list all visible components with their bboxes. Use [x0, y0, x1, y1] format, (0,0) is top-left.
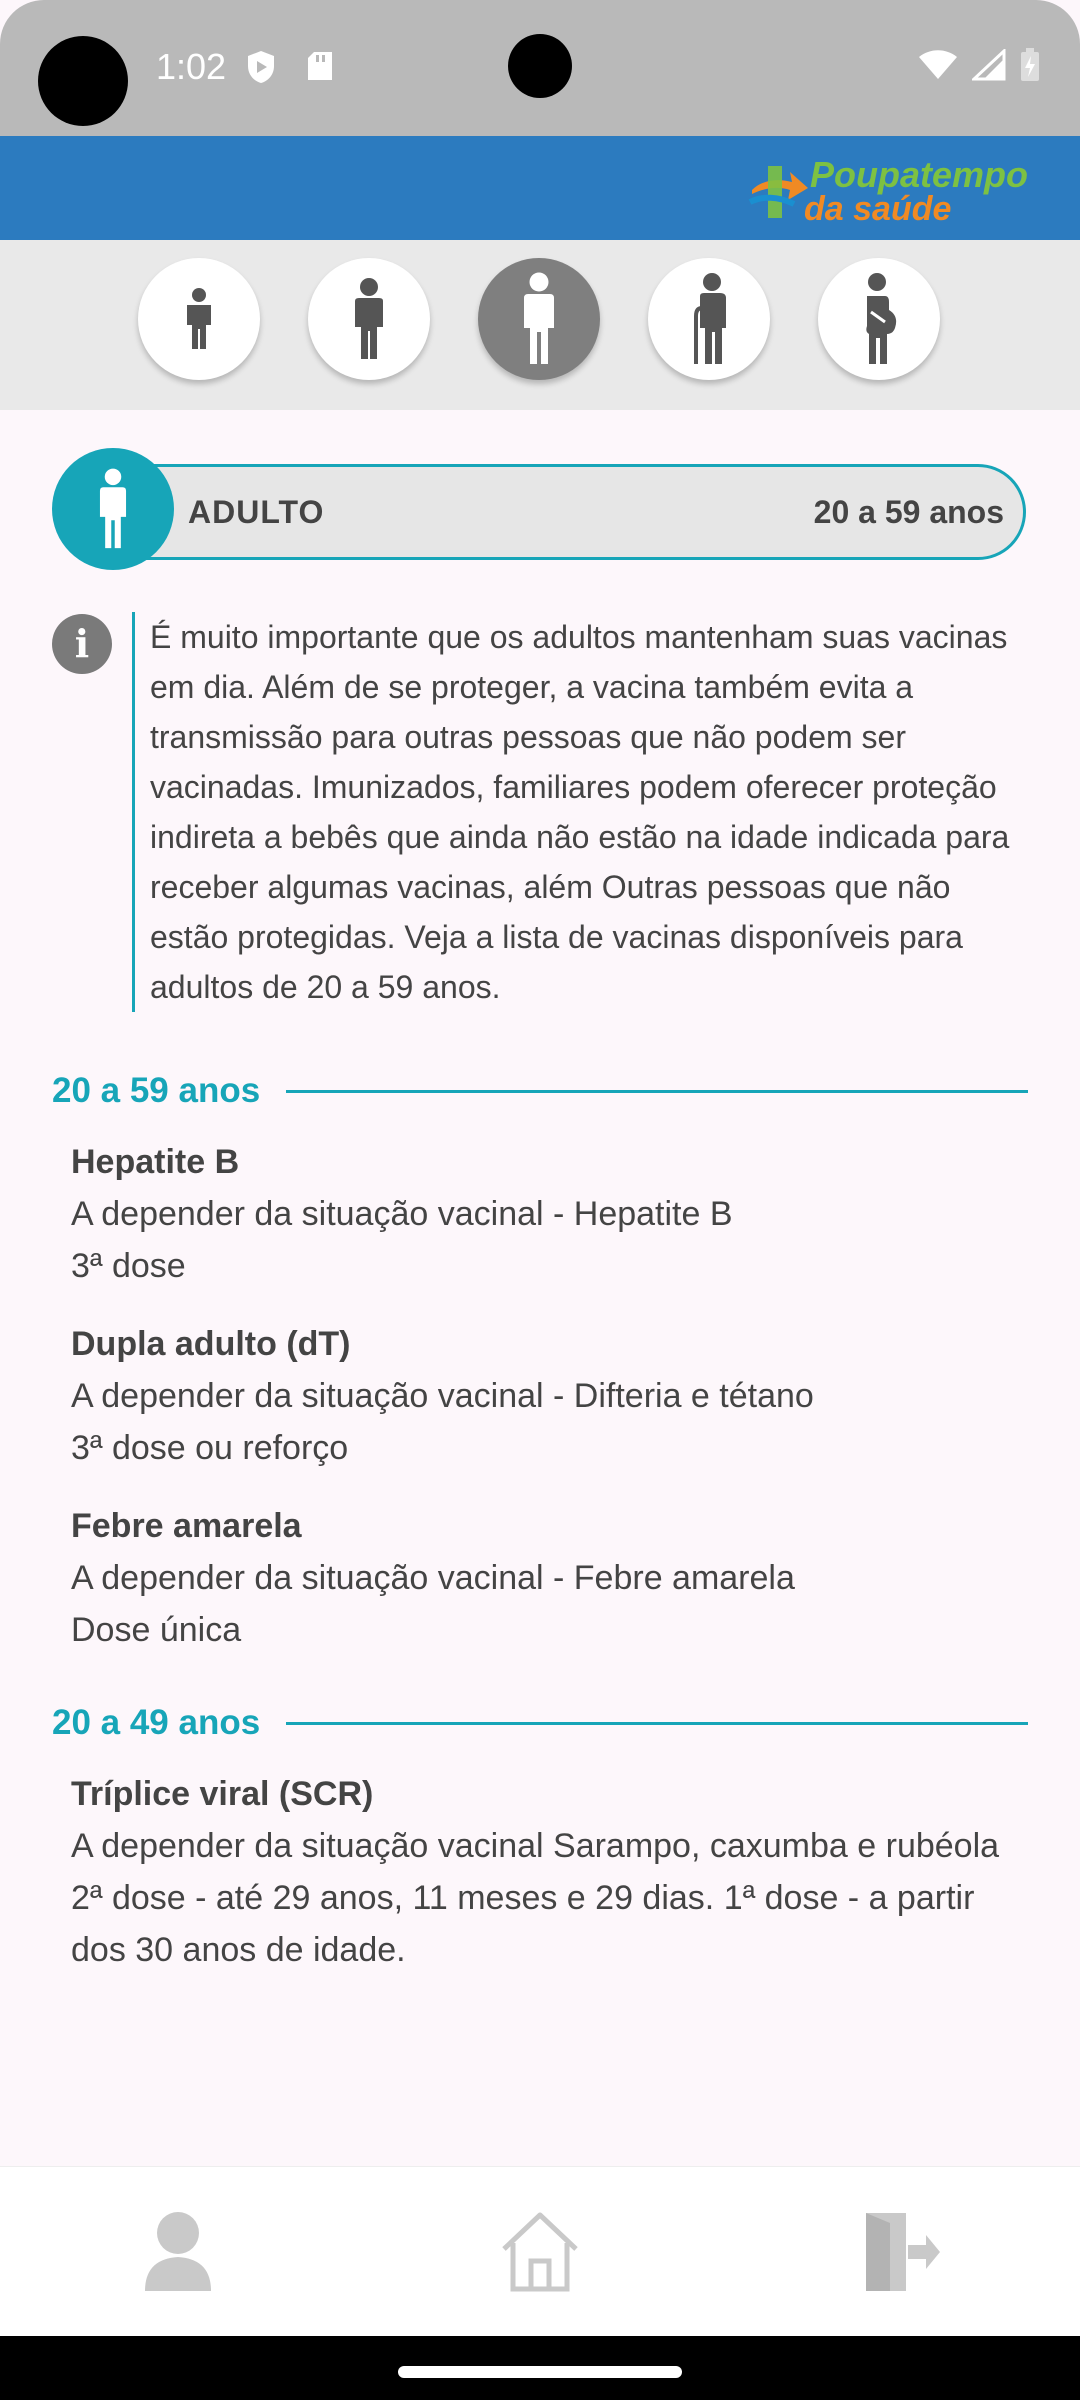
profile-icon	[143, 2211, 213, 2293]
vaccine-description: A depender da situação vacinal - Febre amarela	[71, 1559, 795, 1597]
camera-cutout-center	[508, 34, 572, 98]
vaccine-item-triplice-viral	[71, 1768, 1031, 1976]
shield-icon	[246, 50, 276, 89]
vaccine-name: Dupla adulto (dT)	[71, 1325, 351, 1363]
pregnant-icon	[855, 272, 903, 366]
vaccine-name: Hepatite B	[71, 1143, 240, 1181]
nav-home-button[interactable]	[490, 2207, 590, 2297]
child-icon	[179, 287, 219, 351]
info-text: É muito importante que os adultos mantenham suas vacinas em dia. Além de se proteger, a vacina também evita a transmissão para outras pessoas que não podem ser vacinadas. Imunizados, familiares podem oferecer proteção indireta a bebês que ainda não estão na idade indicada para receber algumas vacinas, além Outras pessoas que não estão protegidas. Veja a lista de vacinas disponíveis para adultos de 20 a 59 anos.	[150, 619, 1010, 1005]
age-button-teen[interactable]	[308, 258, 430, 380]
home-gesture-handle[interactable]	[398, 2366, 682, 2378]
vaccine-item-febre-amarela	[71, 1500, 1031, 1656]
logout-icon	[862, 2211, 942, 2293]
info-divider	[132, 612, 135, 1012]
elderly-icon	[682, 272, 736, 366]
status-bar	[0, 0, 1080, 136]
status-time: 1:02	[156, 46, 227, 87]
signal-icon	[972, 49, 1006, 86]
vaccine-dose: Dose única	[71, 1611, 242, 1649]
sd-card-icon	[306, 50, 334, 87]
logo-text-bottom: da saúde	[804, 190, 952, 228]
adult-icon	[93, 468, 133, 550]
section-divider	[286, 1722, 1028, 1725]
banner-age-range: 20 a 59 anos	[813, 494, 1004, 530]
teen-icon	[347, 277, 391, 361]
age-group-selector	[0, 240, 1080, 410]
age-button-pregnant[interactable]	[818, 258, 940, 380]
age-button-child[interactable]	[138, 258, 260, 380]
vaccine-dose: 3ª dose	[71, 1247, 186, 1285]
vaccine-name: Tríplice viral (SCR)	[71, 1775, 374, 1813]
info-icon: i	[52, 614, 112, 674]
section-divider	[286, 1090, 1028, 1093]
adult-icon	[516, 272, 562, 366]
app-header	[0, 136, 1080, 240]
home-icon	[500, 2211, 580, 2293]
camera-cutout	[38, 36, 128, 126]
wifi-icon	[918, 49, 958, 86]
section-label: 20 a 59 anos	[52, 1071, 261, 1110]
banner-adult-icon	[52, 448, 174, 570]
logo-cross-icon	[742, 160, 812, 224]
age-button-elderly[interactable]	[648, 258, 770, 380]
vaccine-description: A depender da situação vacinal Sarampo, caxumba e rubéola	[71, 1827, 1000, 1865]
section-header-20-49	[52, 1698, 1028, 1748]
vaccine-name: Febre amarela	[71, 1507, 302, 1545]
vaccine-description: A depender da situação vacinal - Hepatite B	[71, 1195, 733, 1233]
vaccine-description: A depender da situação vacinal - Difteria e tétano	[71, 1377, 814, 1415]
nav-profile-button[interactable]	[128, 2207, 228, 2297]
vaccine-dose: 3ª dose ou reforço	[71, 1429, 349, 1467]
banner-title: ADULTO	[188, 494, 325, 530]
vaccine-item-hepatite-b	[71, 1136, 1031, 1292]
section-label: 20 a 49 anos	[52, 1703, 261, 1742]
vaccine-dose: 2ª dose - até 29 anos, 11 meses e 29 dias. 1ª dose - a partir dos 30 anos de idade.	[71, 1879, 975, 1969]
section-header-20-59	[52, 1066, 1028, 1116]
age-button-adult[interactable]	[478, 258, 600, 380]
battery-icon	[1020, 48, 1040, 87]
bottom-navigation	[0, 2166, 1080, 2336]
logo-text-top: Poupatempo	[810, 154, 1029, 195]
age-group-banner	[52, 448, 1026, 570]
nav-logout-button[interactable]	[852, 2207, 952, 2297]
vaccine-item-dupla-adulto	[71, 1318, 1031, 1474]
system-navigation-bar	[0, 2336, 1080, 2400]
poupatempo-logo	[742, 150, 1029, 230]
